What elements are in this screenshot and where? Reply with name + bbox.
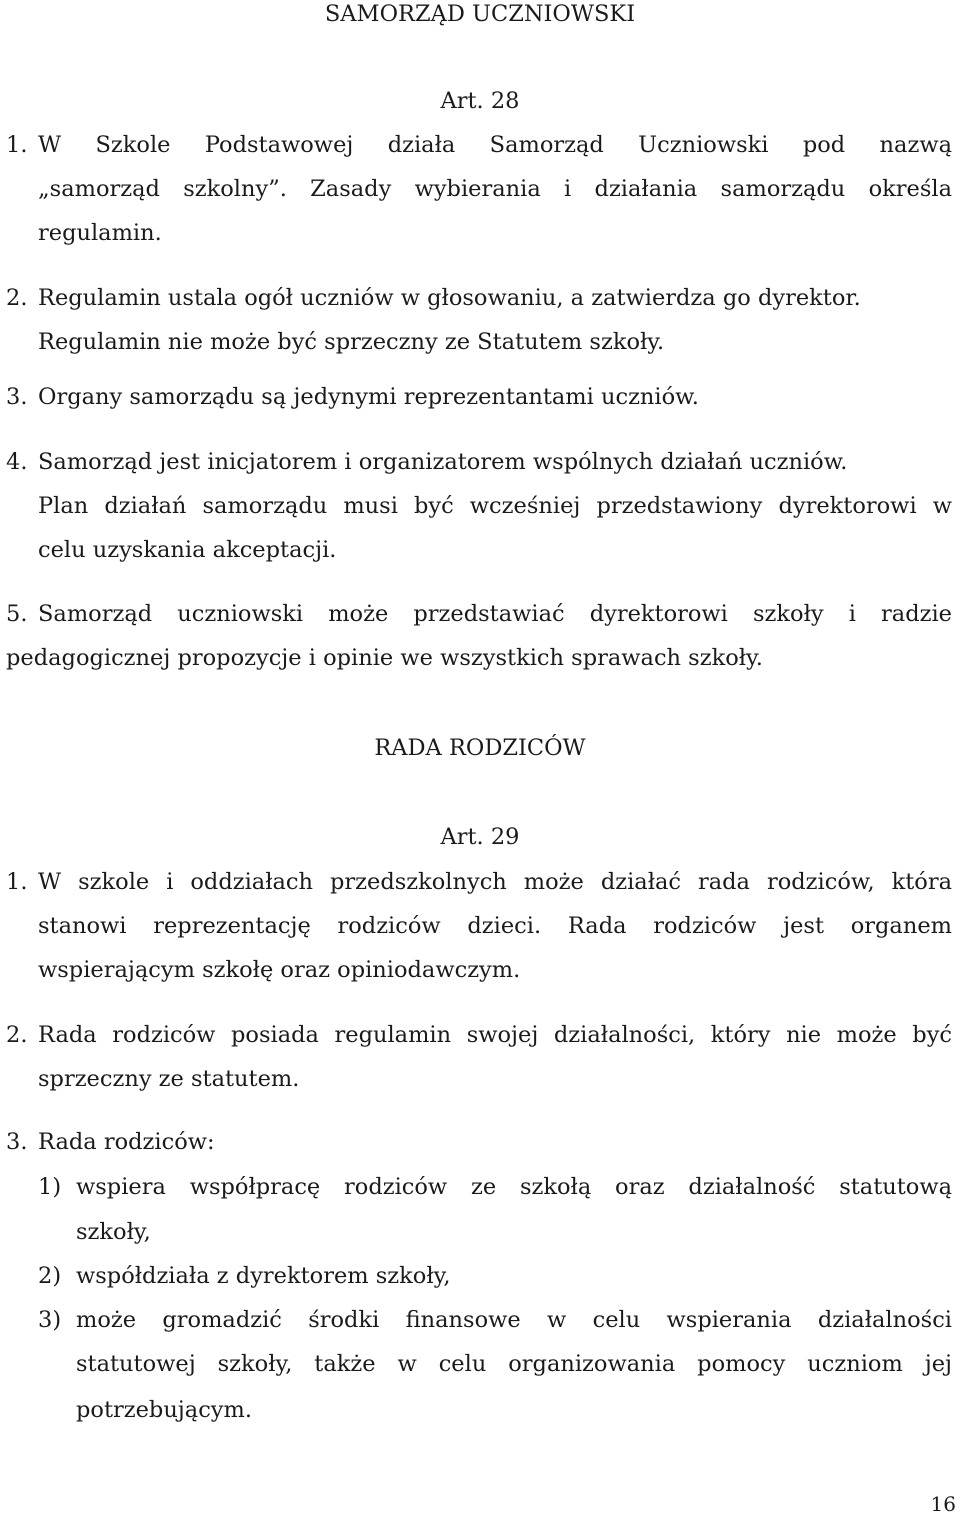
paragraph-line: Regulamin nie może być sprzeczny ze Statutem szkoły.	[38, 329, 665, 355]
paragraph-line: pedagogicznej propozycje i opinie we wszystkich sprawach szkoły.	[6, 645, 763, 671]
section-heading-samorzad: SAMORZĄD UCZNIOWSKI	[324, 1, 636, 27]
paragraph-line: Organy samorządu są jedynymi reprezentantami uczniów.	[38, 384, 699, 410]
paragraph-line: celu uzyskania akceptacji.	[38, 537, 337, 563]
paragraph-line: szkoły,	[76, 1219, 151, 1245]
item-number: 2.	[6, 1022, 28, 1048]
paragraph-line: Rada rodziców:	[38, 1129, 215, 1155]
paragraph-line: Samorząd uczniowski może przedstawiać dyrektorowi szkoły i radzie	[38, 601, 952, 627]
paragraph-line: W Szkole Podstawowej działa Samorząd Uczniowski pod nazwą	[38, 132, 952, 158]
item-number: 1.	[6, 869, 28, 895]
subitem-number: 1)	[38, 1174, 62, 1200]
paragraph-line: statutowej szkoły, także w celu organizowania pomocy uczniom jej	[76, 1351, 952, 1377]
section-heading-rada-rodzicow: RADA RODZICÓW	[374, 735, 586, 761]
paragraph-line: W szkole i oddziałach przedszkolnych może działać rada rodziców, która	[38, 869, 952, 895]
paragraph-line: Rada rodziców posiada regulamin swojej działalności, który nie może być	[38, 1022, 952, 1048]
article-28-title: Art. 28	[440, 88, 520, 114]
paragraph-line: współdziała z dyrektorem szkoły,	[76, 1263, 451, 1289]
paragraph-line: wspierającym szkołę oraz opiniodawczym.	[38, 957, 521, 983]
subitem-number: 3)	[38, 1307, 62, 1333]
paragraph-line: Regulamin ustala ogół uczniów w głosowaniu, a zatwierdza go dyrektor.	[38, 285, 861, 311]
paragraph-line: regulamin.	[38, 220, 162, 246]
item-number: 3.	[6, 384, 28, 410]
paragraph-line: może gromadzić środki finansowe w celu wspierania działalności	[76, 1307, 952, 1333]
paragraph-line: Samorząd jest inicjatorem i organizatorem wspólnych działań uczniów.	[38, 449, 848, 475]
paragraph-line: potrzebującym.	[76, 1397, 253, 1423]
item-number: 5.	[6, 601, 28, 627]
subitem-number: 2)	[38, 1263, 62, 1289]
article-29-title: Art. 29	[440, 824, 520, 850]
item-number: 3.	[6, 1129, 28, 1155]
page-number: 16	[930, 1492, 956, 1516]
paragraph-line: Plan działań samorządu musi być wcześniej przedstawiony dyrektorowi w	[38, 493, 952, 519]
paragraph-line: „samorząd szkolny”. Zasady wybierania i działania samorządu określa	[38, 176, 952, 202]
item-number: 2.	[6, 285, 28, 311]
item-number: 1.	[6, 132, 28, 158]
paragraph-line: sprzeczny ze statutem.	[38, 1066, 300, 1092]
item-number: 4.	[6, 449, 28, 475]
paragraph-line: stanowi reprezentację rodziców dzieci. Rada rodziców jest organem	[38, 913, 952, 939]
paragraph-line: wspiera współpracę rodziców ze szkołą oraz działalność statutową	[76, 1174, 952, 1200]
